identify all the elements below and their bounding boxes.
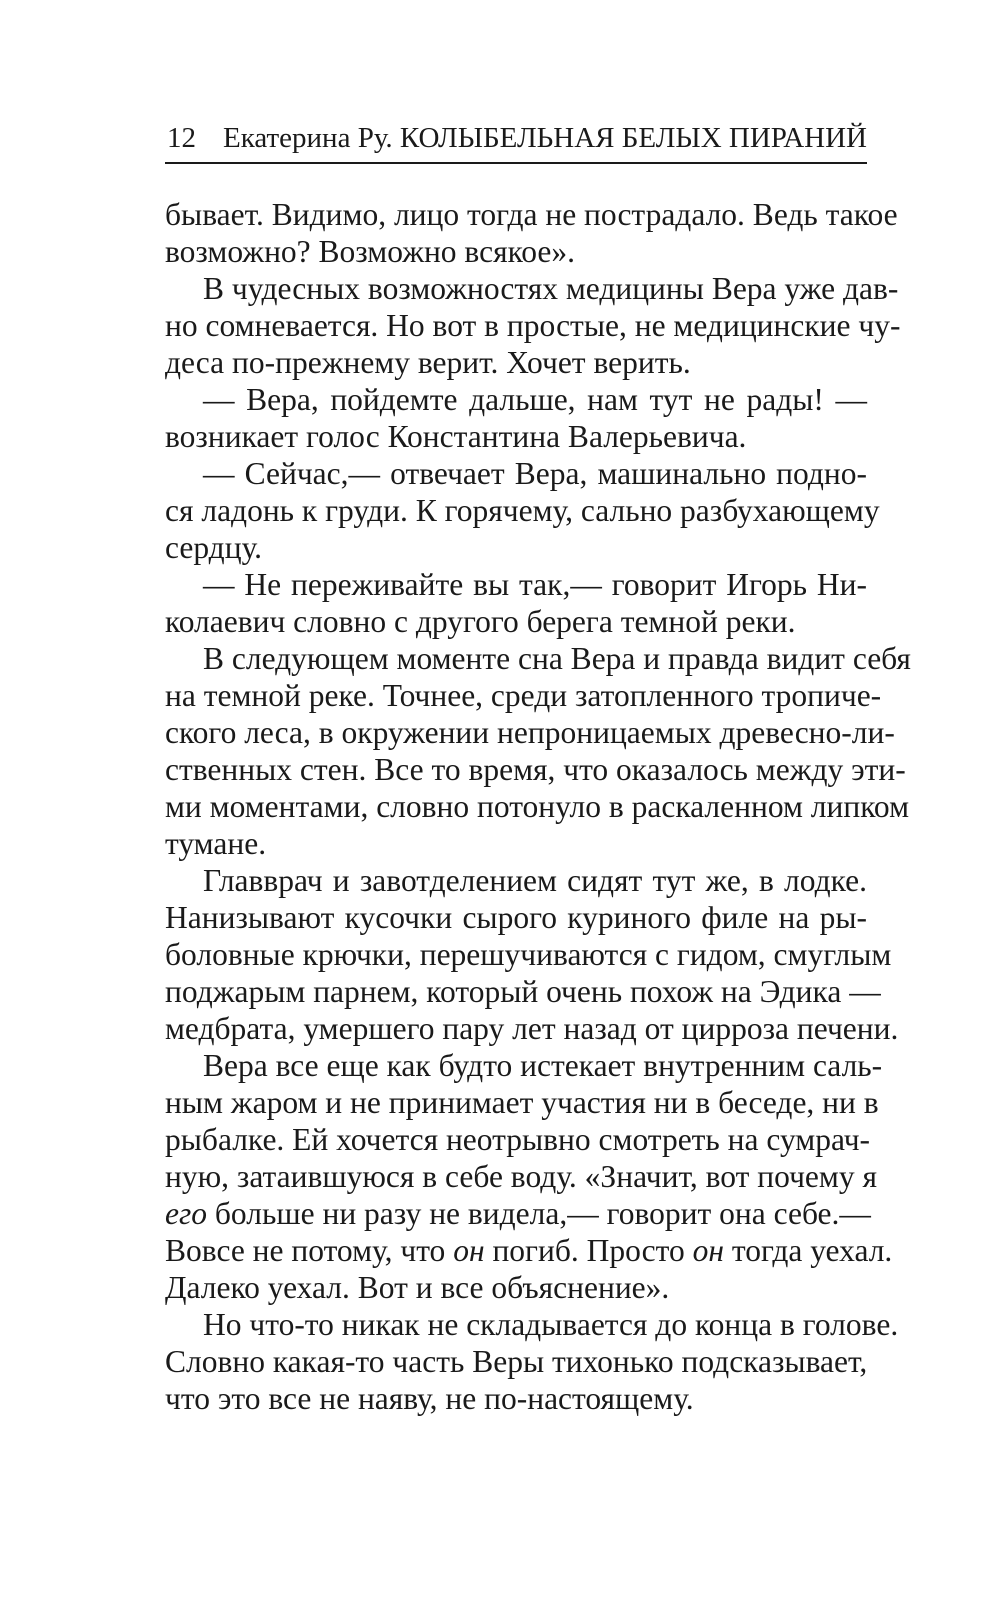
- text-line: деса по-прежнему верит. Хочет верить.: [165, 345, 691, 380]
- paragraph: [165, 455, 880, 566]
- text-line: ным жаром и не принимает участия ни в беседе, ни в: [165, 1085, 879, 1120]
- text-line: Далеко уехал. Вот и все объяснение».: [165, 1270, 670, 1305]
- text-line: рыбалке. Ей хочется неотрывно смотреть на сумрач-: [165, 1122, 871, 1157]
- text-line: ся ладонь к груди. К горячему, сально разбухающему: [165, 493, 880, 528]
- paragraph: [165, 196, 898, 270]
- text-line: ского леса, в окружении непроницаемых древесно-ли-: [165, 715, 895, 750]
- text-line: боловные крючки, перешучиваются с гидом, смуглым: [165, 937, 892, 972]
- text-line: Словно какая-то часть Веры тихонько подсказывает,: [165, 1344, 868, 1379]
- text-line: что это все не наяву, не по-настоящему.: [165, 1381, 694, 1416]
- text-line: но сомневается. Но вот в простые, не медицинские чу-: [165, 308, 901, 343]
- text-line: ми моментами, словно потонуло в раскаленном липком: [165, 789, 910, 824]
- text-line: тумане.: [165, 826, 267, 861]
- body-text: [165, 196, 911, 1417]
- text-line: — Вера, пойдемте дальше, нам тут не рады! —: [203, 382, 867, 417]
- text-line: поджарым парнем, который очень похож на Эдика —: [165, 974, 881, 1009]
- text-line: Нанизывают кусочки сырого куриного филе на ры-: [165, 900, 867, 935]
- running-head: [165, 118, 867, 164]
- text-line: на темной реке. Точнее, среди затопленного тропиче-: [165, 678, 882, 713]
- paragraph: [165, 640, 911, 862]
- text-line: — Не переживайте вы так,— говорит Игорь Ни-: [203, 567, 867, 602]
- text-line: медбрата, умершего пару лет назад от цирроза печени.: [165, 1011, 899, 1046]
- text-line: В следующем моменте сна Вера и правда видит себя: [203, 641, 911, 676]
- text-line: колаевич словно с другого берега темной реки.: [165, 604, 796, 639]
- text-line: ную, затаившуюся в себе воду. «Значит, вот почему я: [165, 1159, 877, 1194]
- text-line: сердцу.: [165, 530, 263, 565]
- page-number: 12: [167, 122, 196, 154]
- paragraph: [165, 270, 901, 381]
- paragraph: [165, 1047, 893, 1306]
- paragraph: [165, 566, 867, 640]
- text-line: бывает. Видимо, лицо тогда не пострадало. Ведь такое: [165, 197, 898, 232]
- text-line: его больше ни разу не видела,— говорит она себе.—: [165, 1196, 871, 1231]
- text-line: Но что-то никак не складывается до конца в голове.: [203, 1307, 899, 1342]
- text-line: В чудесных возможностях медицины Вера уже дав-: [203, 271, 899, 306]
- running-title: Екатерина Ру. КОЛЫБЕЛЬНАЯ БЕЛЫХ ПИРАНИЙ: [223, 122, 867, 154]
- text-line: Вера все еще как будто истекает внутренним саль-: [203, 1048, 883, 1083]
- text-line: ственных стен. Все то время, что оказалось между эти-: [165, 752, 906, 787]
- paragraph: [165, 381, 867, 455]
- paragraph: [165, 862, 899, 1047]
- text-line: Главврач и завотделением сидят тут же, в лодке.: [203, 863, 867, 898]
- text-line: возникает голос Константина Валерьевича.: [165, 419, 747, 454]
- text-line: Вовсе не потому, что он погиб. Просто он тогда уехал.: [165, 1233, 893, 1268]
- paragraph: [165, 1306, 899, 1417]
- text-line: возможно? Возможно всякое».: [165, 234, 576, 269]
- text-line: — Сейчас,— отвечает Вера, машинально подно-: [203, 456, 867, 491]
